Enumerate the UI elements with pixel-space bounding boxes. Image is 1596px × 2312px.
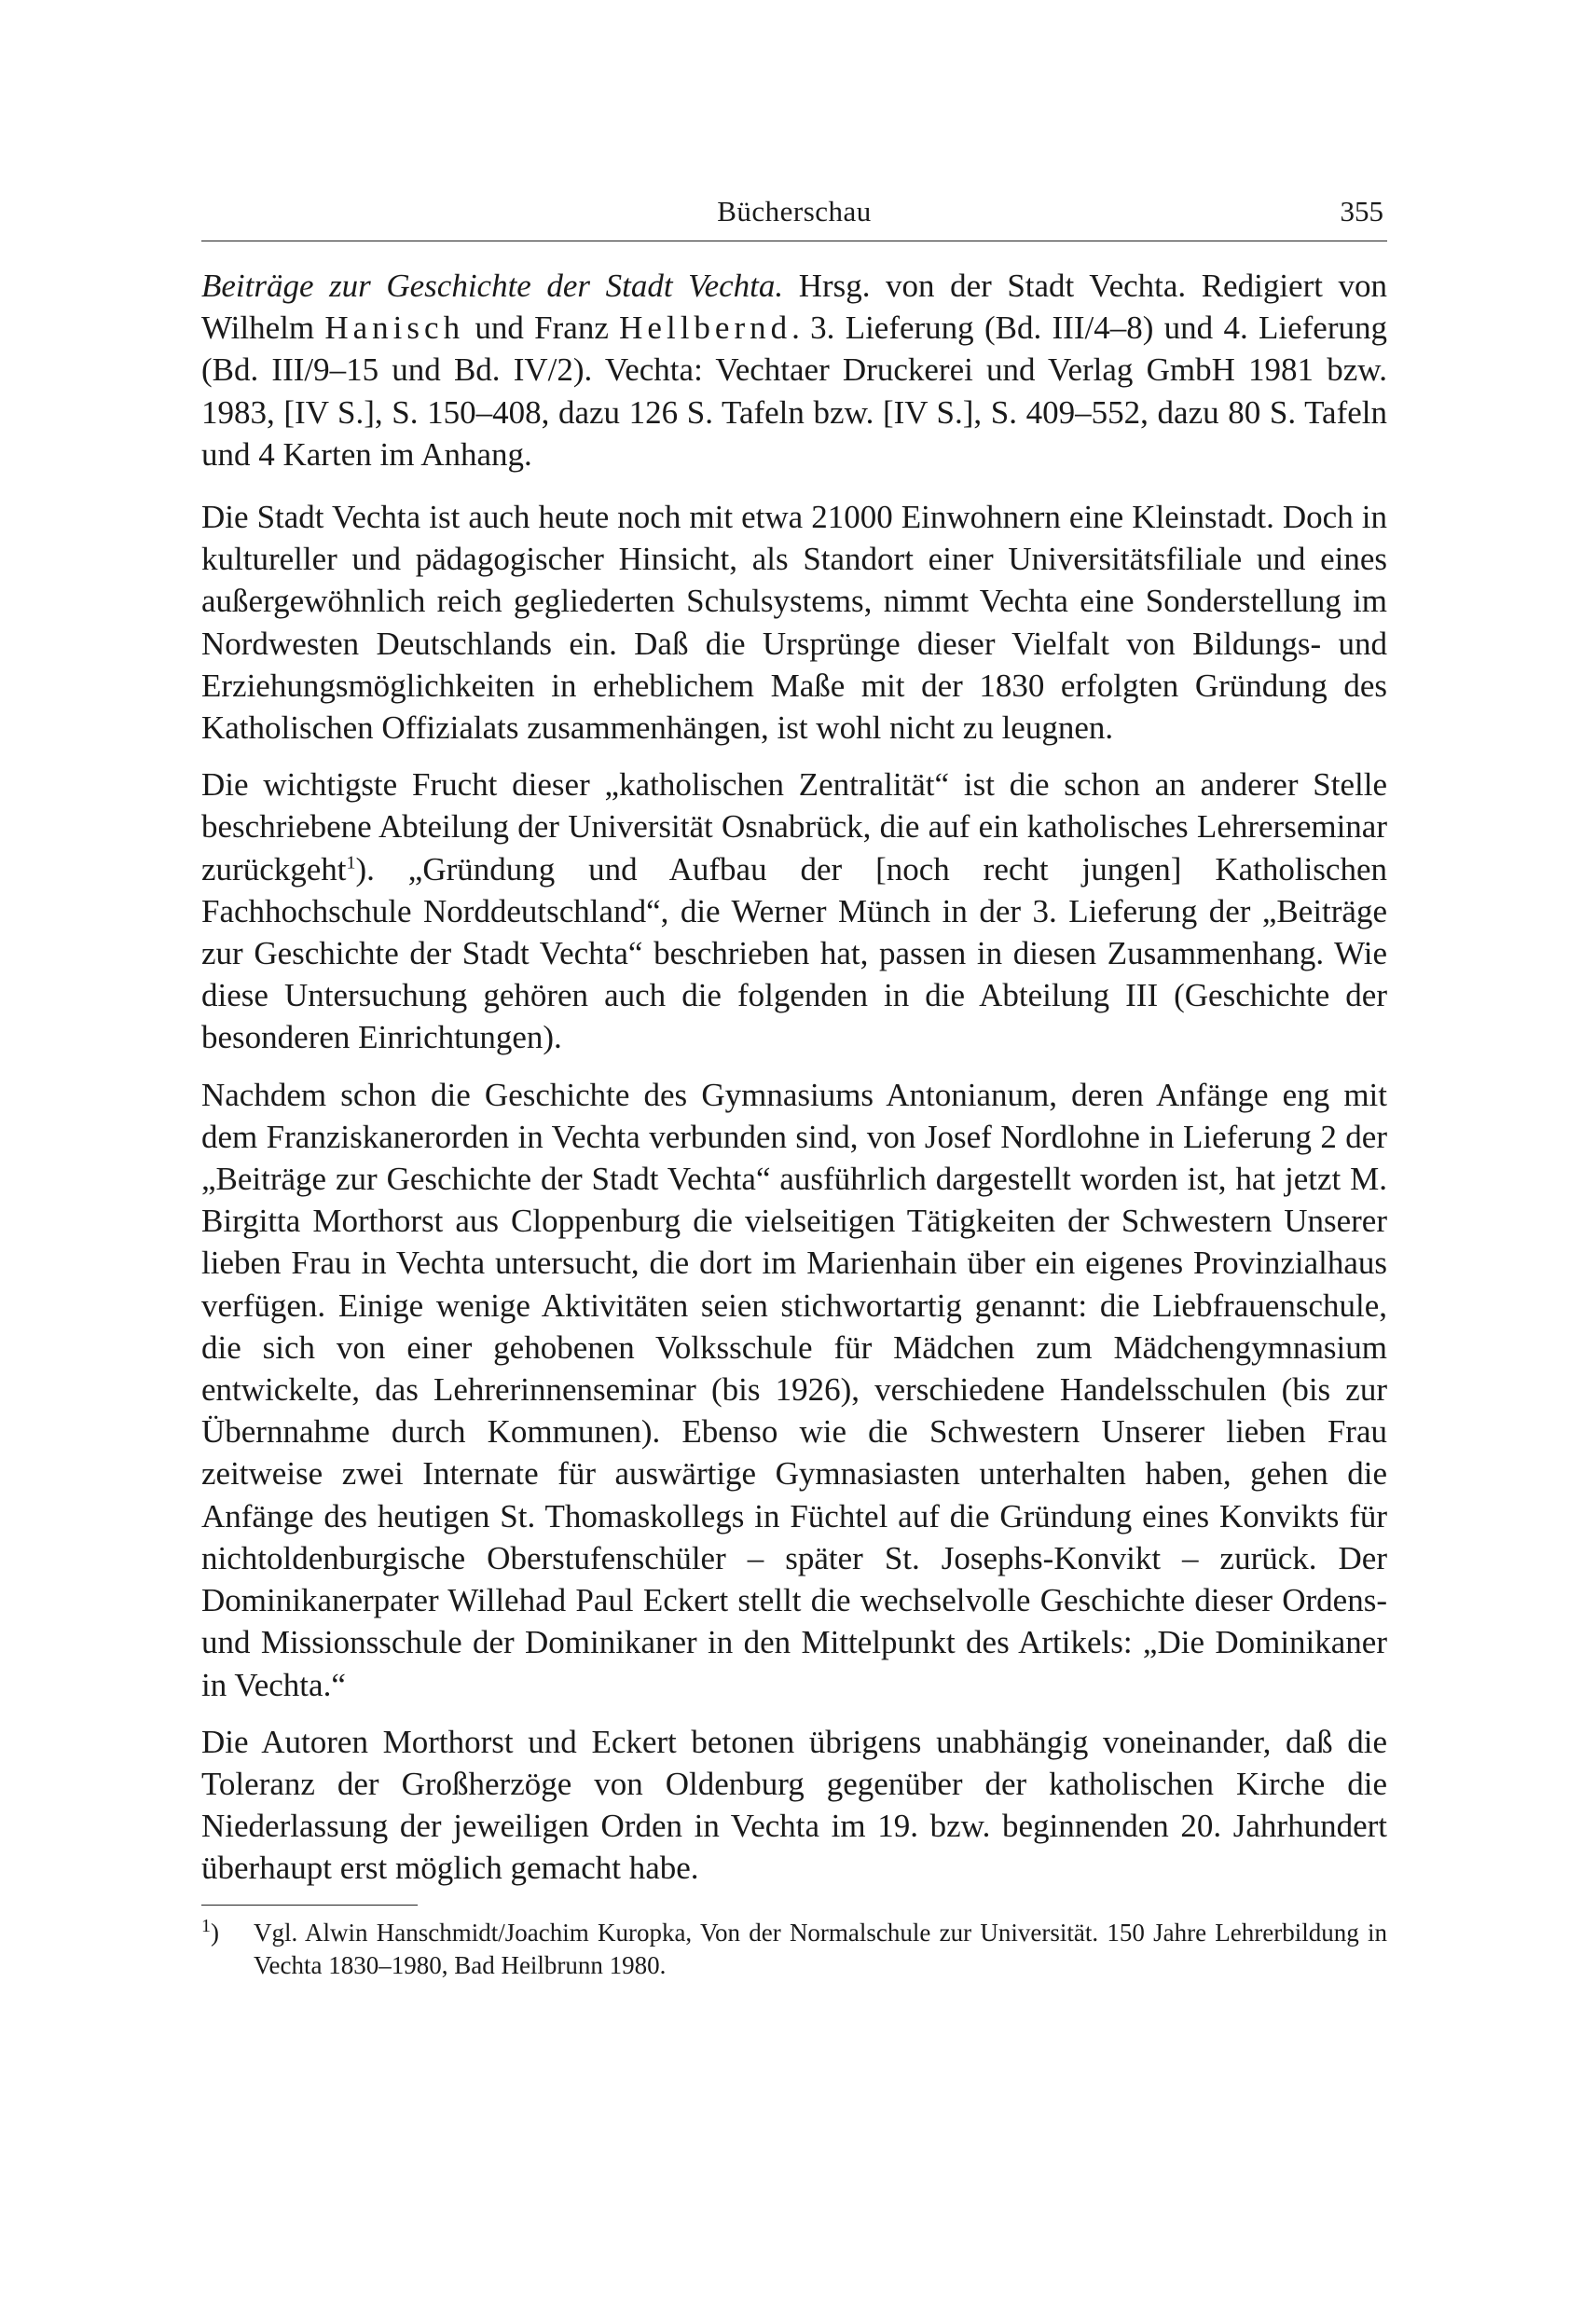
- paragraph-3: Nachdem schon die Geschichte des Gymnasiums Antonianum, deren Anfänge eng mit dem Franziskanerorden in Vechta verbunden sind, von Josef Nordlohne in Lieferung 2 der „Beiträge zur Geschichte der Stadt Vechta“ ausführlich dargestellt worden ist, hat jetzt M. Birgitta Morthorst aus Cloppenburg die vielseitigen Tätigkeiten der Schwestern Unserer lieben Frau in Vechta untersucht, die dort im Marienhain über ein eigenes Provinzialhaus verfügen. Einige wenige Aktivitäten seien stichwortartig genannt: die Liebfrauenschule, die sich von einer gehobenen Volksschule für Mädchen zum Mädchengymnasium entwickelte, das Lehrerinnenseminar (bis 1926), verschiedene Handelsschulen (bis zur Übernnahme durch Kommunen). Ebenso wie die Schwestern Unserer lieben Frau zeitweise zwei Internate für auswärtige Gymnasiasten unterhalten haben, gehen die Anfänge des heutigen St. Thomaskollegs in Füchtel auf die Gründung eines Konvikts für nichtoldenburgische Oberstufenschüler – später St. Josephs-Konvikt – zurück. Der Dominikanerpater Willehad Paul Eckert stellt die wechselvolle Geschichte dieser Ordens- und Missionsschule der Dominikaner in den Mittelpunkt des Artikels: „Die Dominikaner in Vechta.“: [201, 1076, 1387, 1703]
- page-number: 355: [1340, 195, 1383, 227]
- bib-text-1: Hrsg. von der Stadt Vechta. Redigiert von Wilhelm: [201, 268, 1388, 347]
- footnote-marker-number: 1: [201, 1915, 211, 1936]
- paragraph-2-part-a: Die wichtigste Frucht dieser „katholischen Zentralität“ ist die schon an anderer Stelle beschriebene Abteilung der Universität Osnabrück, die auf ein katholisches Lehrerseminar zurückgeht: [201, 766, 1387, 888]
- footnote-marker: [201, 1917, 254, 1982]
- bib-text-2: und Franz: [464, 310, 620, 347]
- paragraph-2-part-b: ). „Gründung und Aufbau der [noch recht jungen] Katholischen Fachhochschule Norddeutschland“, die Werner Münch in der 3. Lieferung der „Beiträge zur Geschichte der Stadt Vechta“ beschrieben hat, passen in diesen Zusammenhang. Wie diese Untersuchung gehören auch die folgenden in die Abteilung III (Geschichte der besonderen Einrichtungen).: [201, 850, 1387, 1056]
- article-body: [201, 265, 1387, 1982]
- footnote-rule: [201, 1905, 418, 1906]
- book-page: [201, 0, 1387, 2312]
- paragraph-4: Die Autoren Morthorst und Eckert betonen übrigens unabhängig voneinander, daß die Toleranz der Großherzöge von Oldenburg gegenüber der katholischen Kirche die Niederlassung der jeweiligen Orden in Vechta im 19. bzw. beginnenden 20. Jahrhundert überhaupt erst möglich gemacht habe.: [201, 1723, 1387, 1887]
- footnote-marker-paren: ): [211, 1918, 219, 1947]
- footnotes: [201, 1905, 1387, 1982]
- footnote-reference[interactable]: 1: [346, 851, 356, 873]
- running-head: [201, 190, 1387, 233]
- paragraph-1: Die Stadt Vechta ist auch heute noch mit etwa 21000 Einwohnern eine Kleinstadt. Doch in kultureller und pädagogischer Hinsicht, als Standort einer Universitätsfiliale und eines außergewöhnlich reich gegliederten Schulsystems, nimmt Vechta eine Sonderstellung im Nordwesten Deutschlands ein. Daß die Ursprünge dieser Vielfalt von Bildungs- und Erziehungsmöglichkeiten in erheblichem Maße mit der 1830 erfolgten Gründung des Katholischen Offizialats zusammenhängen, ist wohl nicht zu leugnen.: [201, 499, 1387, 747]
- book-title: Beiträge zur Geschichte der Stadt Vechta.: [201, 268, 784, 304]
- footnote-1: [201, 1917, 1387, 1982]
- editor-name-2: Hellbernd: [619, 310, 792, 347]
- bib-text-3: . 3. Lieferung (Bd. III/4–8) und 4. Lieferung (Bd. III/9–15 und Bd. IV/2). Vechta: Vechtaer Druckerei und Verlag GmbH 1981 bzw. 1983, [IV S.], S. 150–408, dazu 126 S. Tafeln bzw. [IV S.], S. 409–552, dazu 80 S. Tafeln und 4 Karten im Anhang.: [201, 310, 1387, 473]
- bibliographic-entry: [201, 265, 1387, 475]
- footnote-text: Vgl. Alwin Hanschmidt/Joachim Kuropka, Von der Normalschule zur Universität. 150 Jahre Lehrerbildung in Vechta 1830–1980, Bad Heilbrunn 1980.: [254, 1918, 1387, 1979]
- editor-name-1: Hanisch: [324, 310, 465, 347]
- running-title: Bücherschau: [717, 195, 872, 227]
- paragraph-2: [201, 764, 1387, 1058]
